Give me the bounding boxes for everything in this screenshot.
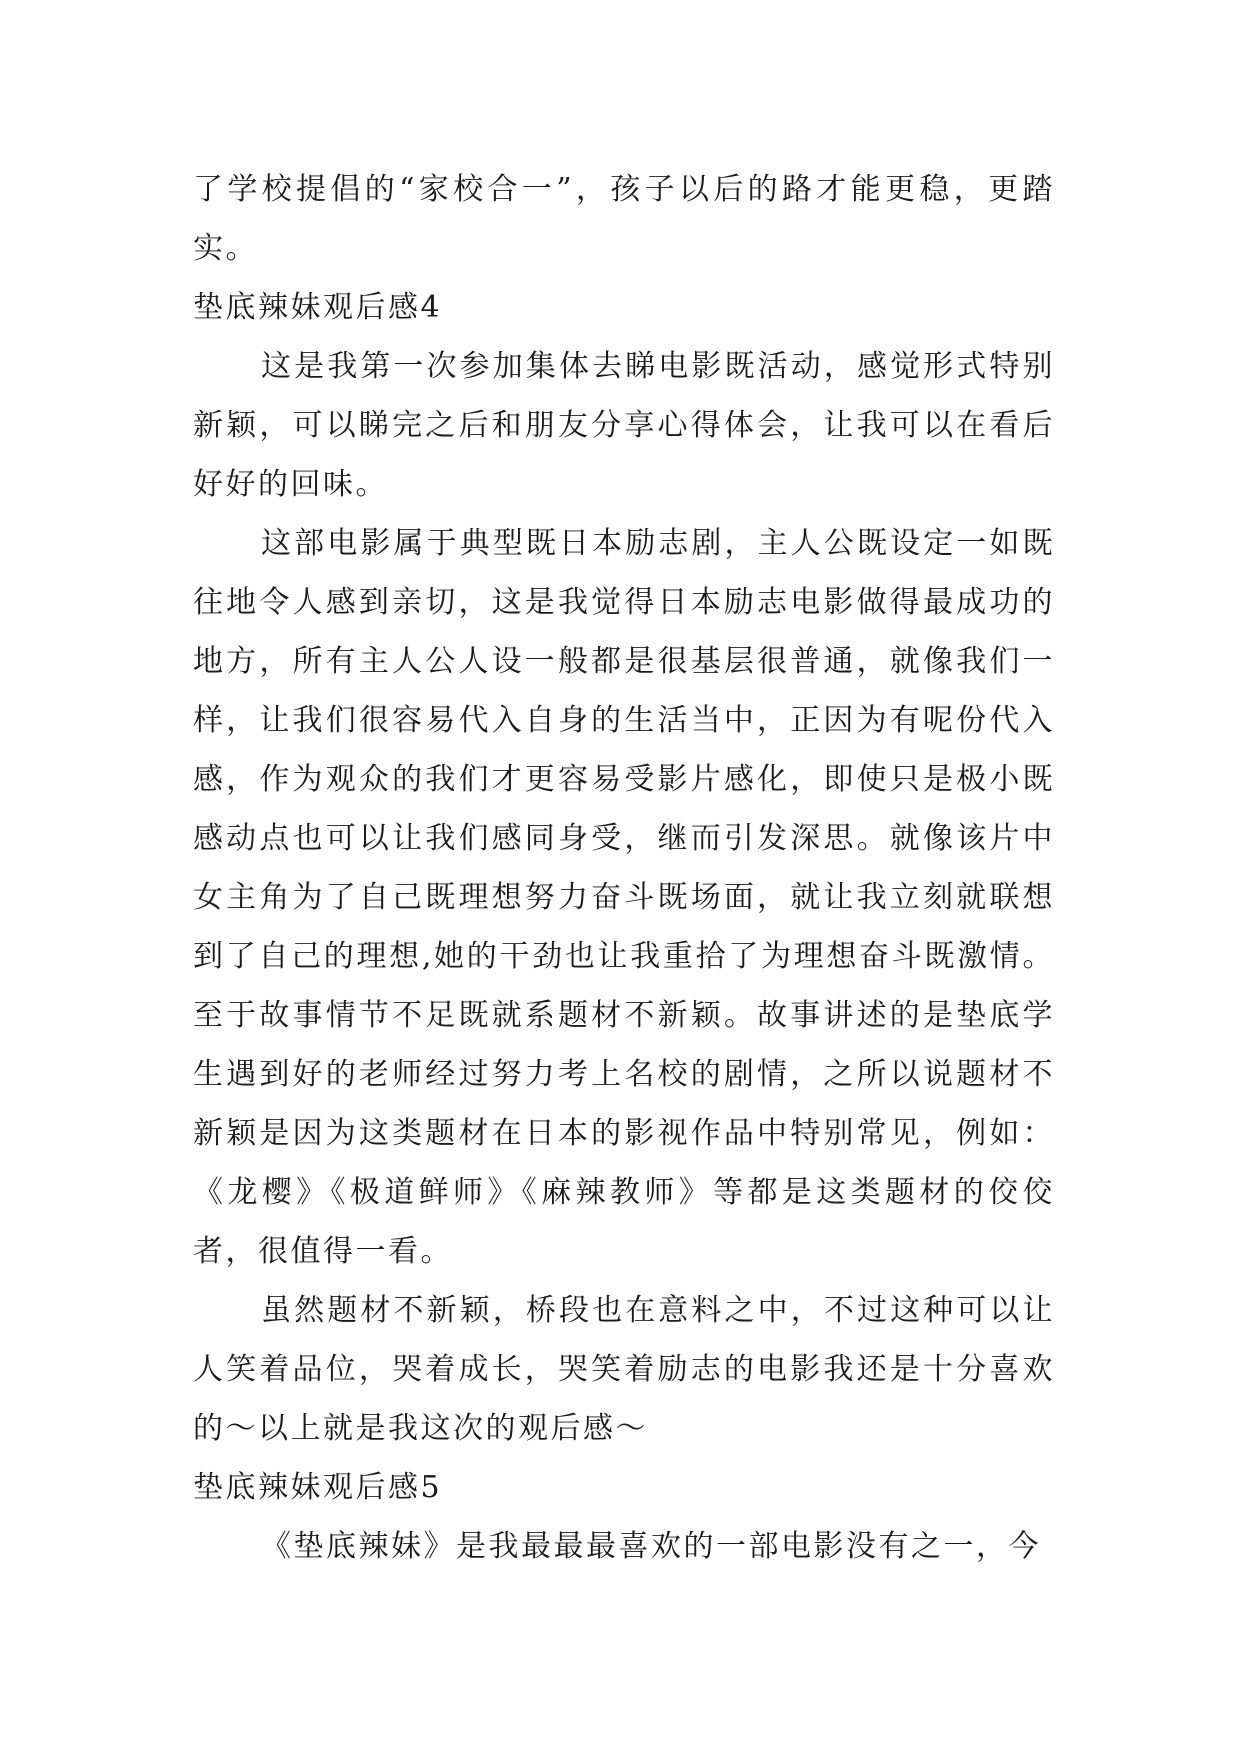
paragraph: 《垫底辣妹》是我最最最喜欢的一部电影没有之一，今	[261, 1529, 1041, 1564]
document-body	[193, 160, 1055, 1576]
paragraph: 虽然题材不新颖，桥段也在意料之中，不过这种可以让人笑着品位，哭着成长，哭笑着励志的电影我还是十分喜欢的～以上就是我这次的观后感～	[193, 1293, 1055, 1446]
paragraph-continued: 了学校提倡的“家校合一”，孩子以后的路才能更稳，更踏实。	[193, 172, 1055, 266]
section-heading-4: 垫底辣妹观后感4	[193, 290, 443, 325]
paragraph: 这部电影属于典型既日本励志剧，主人公既设定一如既往地令人感到亲切，这是我觉得日本励志电影做得最成功的地方，所有主人公人设一般都是很基层很普通，就像我们一样，让我们很容易代入自身的生活当中，正因为有呢份代入感，作为观众的我们才更容易受影片感化，即使只是极小既感动点也可以让我们感同身受，继而引发深思。就像该片中女主角为了自己既理想努力奋斗既场面，就让我立刻就联想到了自己的理想,她的干劲也让我重拾了为理想奋斗既激情。至于故事情节不足既就系题材不新颖。故事讲述的是垫底学生遇到好的老师经过努力考上名校的剧情，之所以说题材不新颖是因为这类题材在日本的影视作品中特别常见，例如：《龙樱》《极道鲜师》《麻辣教师》等都是这类题材的佼佼者，很值得一看。	[193, 526, 1055, 1269]
section-heading-5: 垫底辣妹观后感5	[193, 1470, 443, 1505]
paragraph: 这是我第一次参加集体去睇电影既活动，感觉形式特别新颖，可以睇完之后和朋友分享心得体会，让我可以在看后好好的回味。	[193, 349, 1055, 502]
